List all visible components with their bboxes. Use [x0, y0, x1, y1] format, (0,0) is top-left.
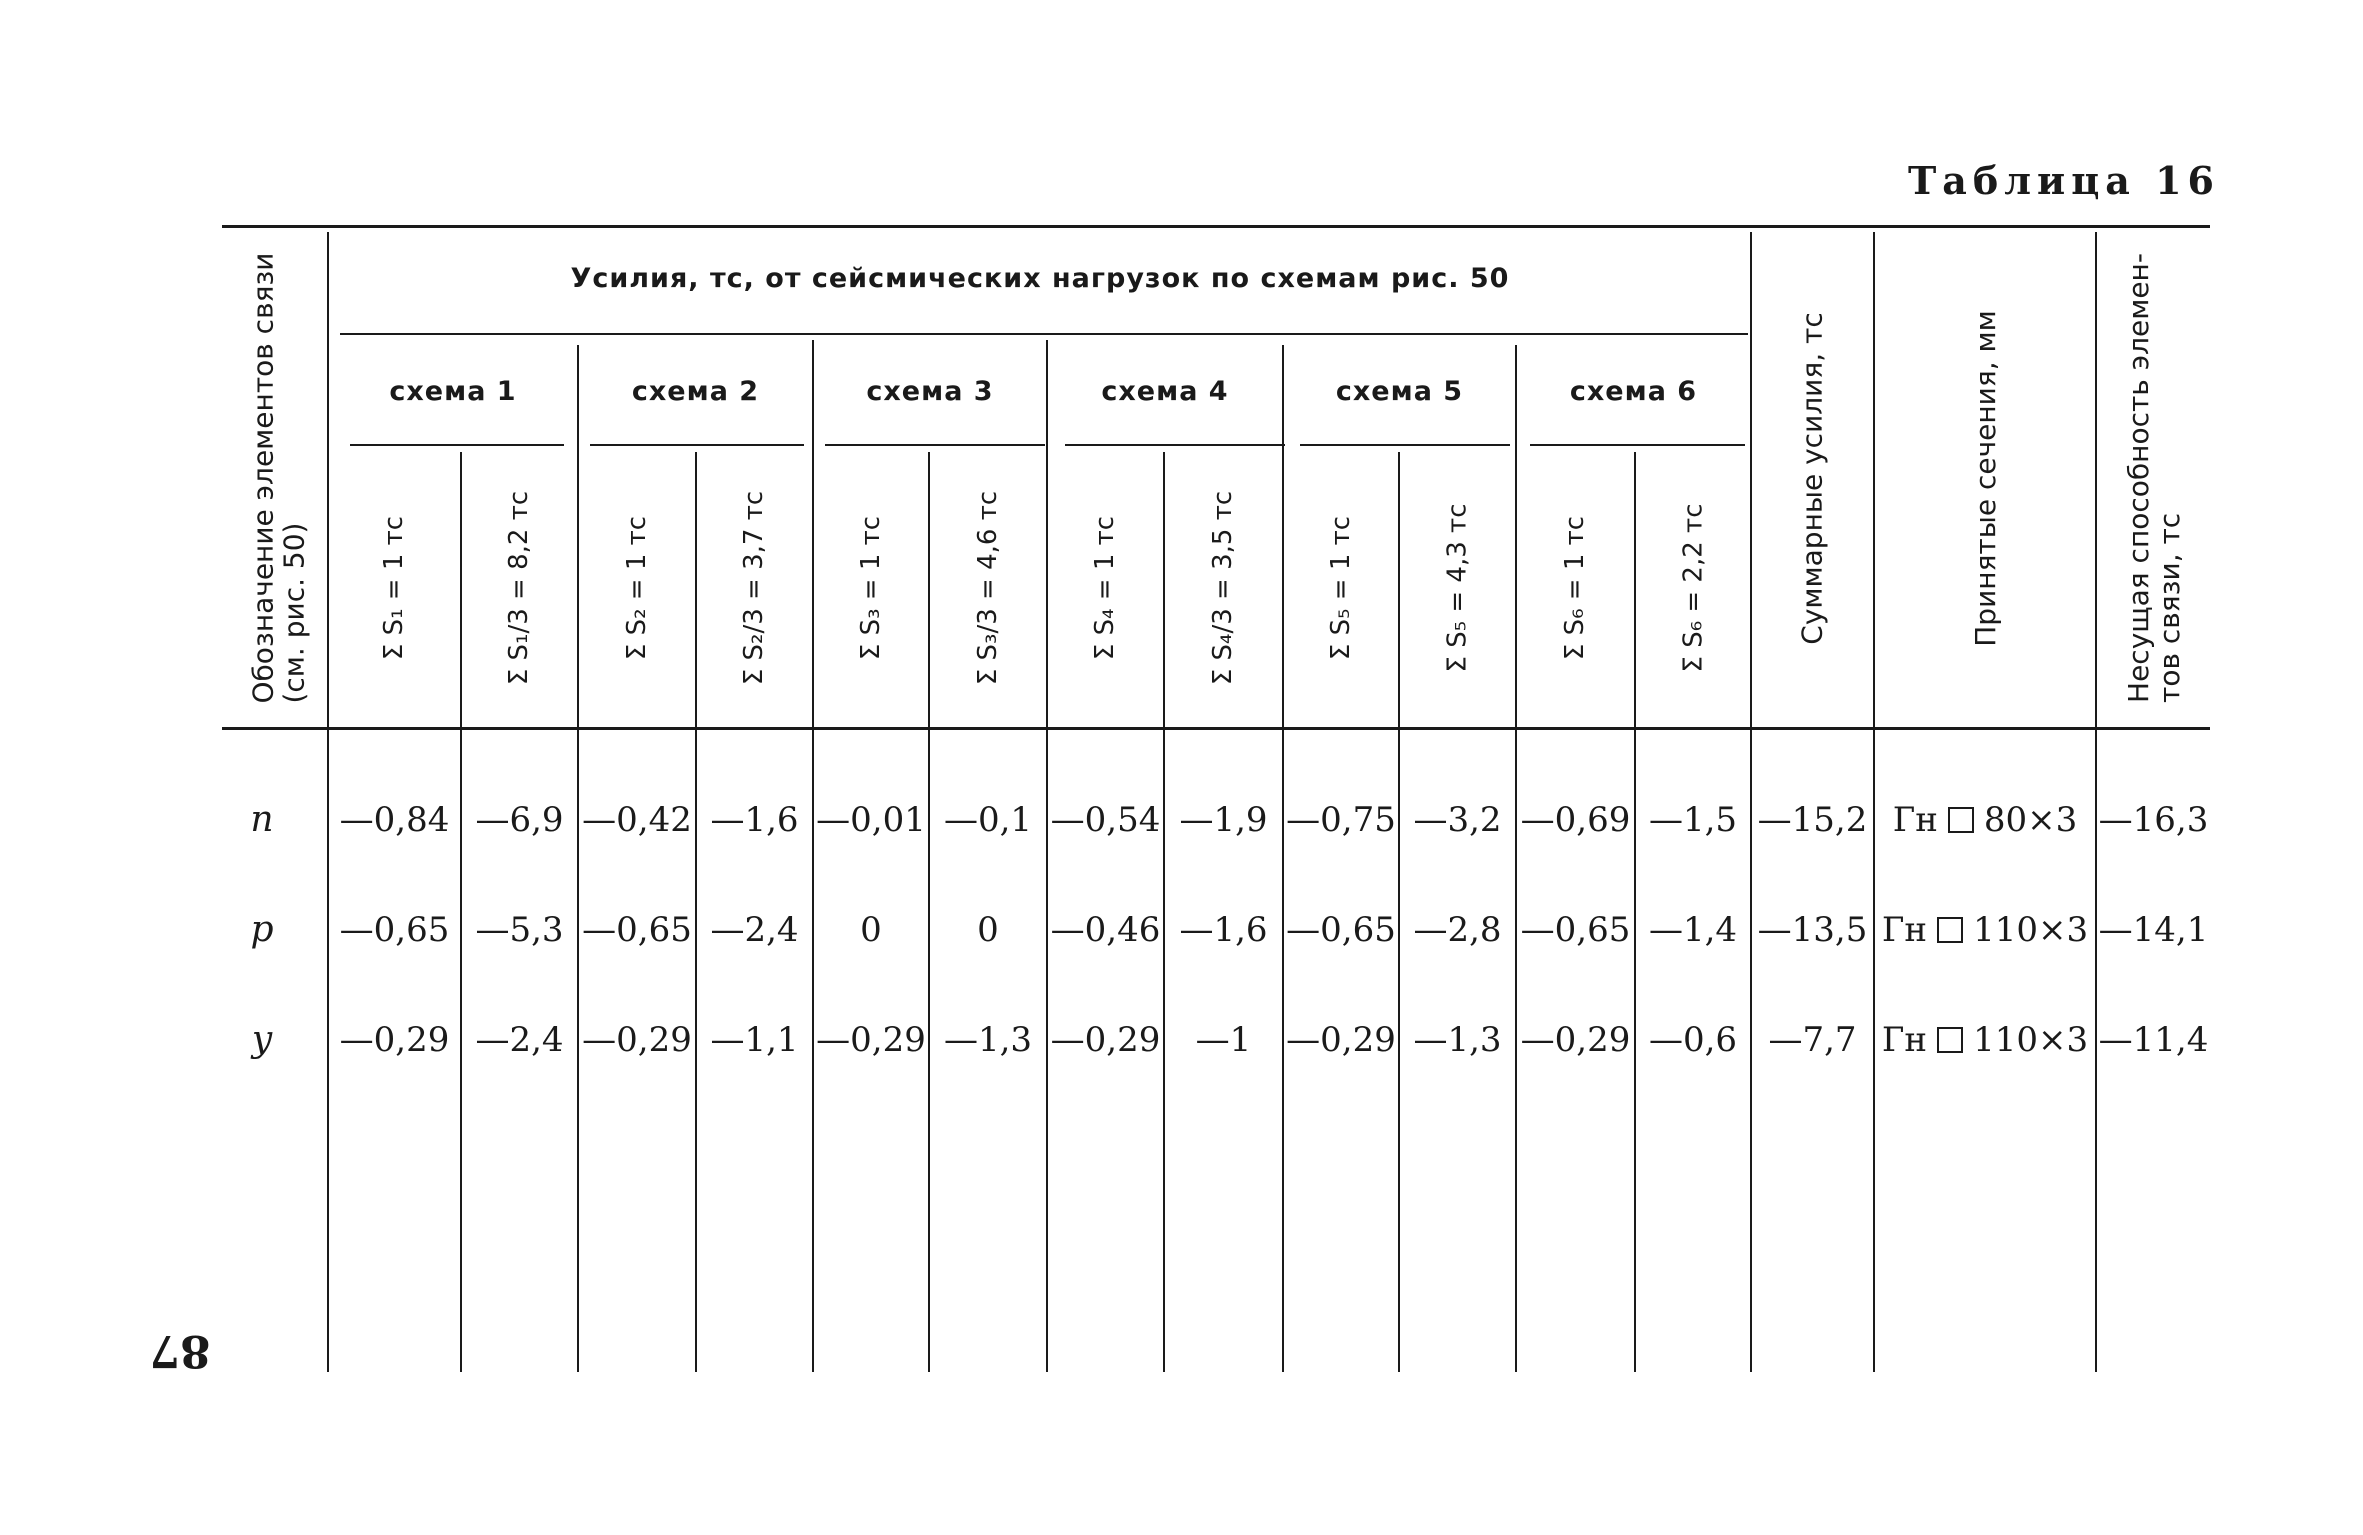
table-cell: —0,29 [1520, 1020, 1631, 1060]
scheme-5-title: схема 5 [1335, 376, 1464, 407]
table-cell: —0,65 [582, 910, 692, 950]
table-cell: —1,4 [1648, 910, 1738, 950]
section-cell [1875, 790, 2095, 850]
capacity-cell: —16,3 [2098, 800, 2209, 840]
table-cell: —0,1 [943, 800, 1033, 840]
section-size: 110×3 [1973, 1020, 2089, 1060]
total-cell: —13,5 [1757, 910, 1868, 950]
table-cell: —0,01 [816, 800, 926, 840]
top-rule [222, 225, 2210, 228]
table-cell: —0,29 [1286, 1020, 1396, 1060]
table-cell: 0 [977, 910, 999, 950]
scheme-2-col-a: Σ S₂ = 1 тс [622, 515, 652, 661]
table-cell: —0,6 [1648, 1020, 1738, 1060]
table-cell: —3,2 [1413, 800, 1502, 840]
section-size: 80×3 [1983, 800, 2078, 840]
table-caption: Таблица 16 [1907, 158, 2220, 203]
table-cell: —1,3 [943, 1020, 1033, 1060]
header-sections: Принятые сечения, мм [1968, 309, 2002, 647]
section-prefix: Гн [1881, 910, 1928, 950]
scheme-4-col-a: Σ S₄ = 1 тс [1090, 515, 1121, 661]
scheme-3-col-a: Σ S₃ = 1 тс [856, 515, 886, 661]
forces-group-rule [340, 333, 1748, 335]
table-cell: —1,3 [1413, 1020, 1502, 1060]
table-cell: —0,42 [582, 800, 692, 840]
scheme-rule-3 [825, 444, 1045, 446]
scheme-4-col-b: Σ S₄/3 = 3,5 тс [1208, 490, 1239, 686]
total-cell: —15,2 [1757, 800, 1868, 840]
table-cell: —0,75 [1286, 800, 1396, 840]
header-forces-group: Усилия, тс, от сейсмических нагрузок по схемам рис. 50 [570, 263, 1510, 294]
scheme-3-col-b: Σ S₃/3 = 4,6 тс [973, 490, 1004, 686]
table-cell: —0,29 [339, 1020, 450, 1060]
scheme-1-col-b: Σ S₁/3 = 8,2 тс [504, 490, 535, 686]
table-cell: —0,46 [1050, 910, 1161, 950]
scheme-rule-6 [1530, 444, 1745, 446]
section-cell [1875, 1010, 2095, 1070]
page-number: 87 [149, 1325, 211, 1376]
scheme-5-col-b: Σ S₅ = 4,3 тс [1442, 503, 1473, 673]
scheme-rule-1 [350, 444, 564, 446]
capacity-cell: —11,4 [2098, 1020, 2209, 1060]
scheme-1-col-a: Σ S₁ = 1 тс [379, 515, 410, 661]
square-tube-icon [1937, 1027, 1963, 1053]
header-capacity: Несущая способность элемен- тов связи, тс [2121, 253, 2186, 703]
row-label: p [250, 909, 274, 950]
table-cell: —2,4 [710, 910, 799, 950]
scheme-2-col-b: Σ S₂/3 = 3,7 тс [739, 490, 770, 686]
table-cell: —1,1 [710, 1020, 799, 1060]
scheme-3-title: схема 3 [866, 376, 994, 407]
scheme-4-title: схема 4 [1101, 376, 1229, 407]
scheme-5-col-a: Σ S₅ = 1 тс [1326, 515, 1356, 661]
scheme-6-title: схема 6 [1569, 376, 1698, 407]
table-cell: —1,6 [1179, 910, 1268, 950]
table-cell: —0,29 [816, 1020, 926, 1060]
table-cell: —2,8 [1413, 910, 1502, 950]
scheme-rule-5 [1300, 444, 1510, 446]
table-cell: —0,84 [339, 800, 450, 840]
row-label: y [251, 1019, 273, 1060]
table-cell: —1,5 [1648, 800, 1738, 840]
table-cell: —1,6 [710, 800, 799, 840]
scheme-6-col-b: Σ S₆ = 2,2 тс [1678, 503, 1708, 673]
scheme-2-title: схема 2 [631, 376, 760, 407]
section-prefix: Гн [1881, 1020, 1928, 1060]
table-cell: —0,65 [1520, 910, 1631, 950]
table-cell: —0,69 [1520, 800, 1631, 840]
table-cell: —6,9 [475, 800, 564, 840]
header-element-designation: Обозначение элементов связи (см. рис. 50) [246, 252, 311, 704]
scheme-rule-2 [590, 444, 804, 446]
section-prefix: Гн [1892, 800, 1938, 840]
table-cell: —1 [1195, 1020, 1252, 1060]
square-tube-icon [1948, 807, 1974, 833]
table-cell: —0,29 [1050, 1020, 1161, 1060]
scheme-1-title: схема 1 [389, 376, 517, 407]
table-cell: —5,3 [475, 910, 564, 950]
header-bottom-rule [222, 727, 2210, 730]
header-total-forces: Суммарные усилия, тс [1796, 311, 1830, 645]
table-cell: —1,9 [1179, 800, 1268, 840]
scheme-rule-4 [1065, 444, 1285, 446]
table-cell: —0,29 [582, 1020, 692, 1060]
table-cell: 0 [860, 910, 882, 950]
scheme-6-col-a: Σ S₆ = 1 тс [1560, 515, 1591, 661]
table-cell: —0,54 [1050, 800, 1161, 840]
total-cell: —7,7 [1768, 1020, 1857, 1060]
capacity-cell: —14,1 [2098, 910, 2209, 950]
table-cell: —2,4 [475, 1020, 564, 1060]
square-tube-icon [1937, 917, 1963, 943]
table-cell: —0,65 [339, 910, 450, 950]
row-label: n [250, 799, 274, 840]
section-cell [1875, 900, 2095, 960]
table-cell: —0,65 [1286, 910, 1396, 950]
section-size: 110×3 [1973, 910, 2089, 950]
